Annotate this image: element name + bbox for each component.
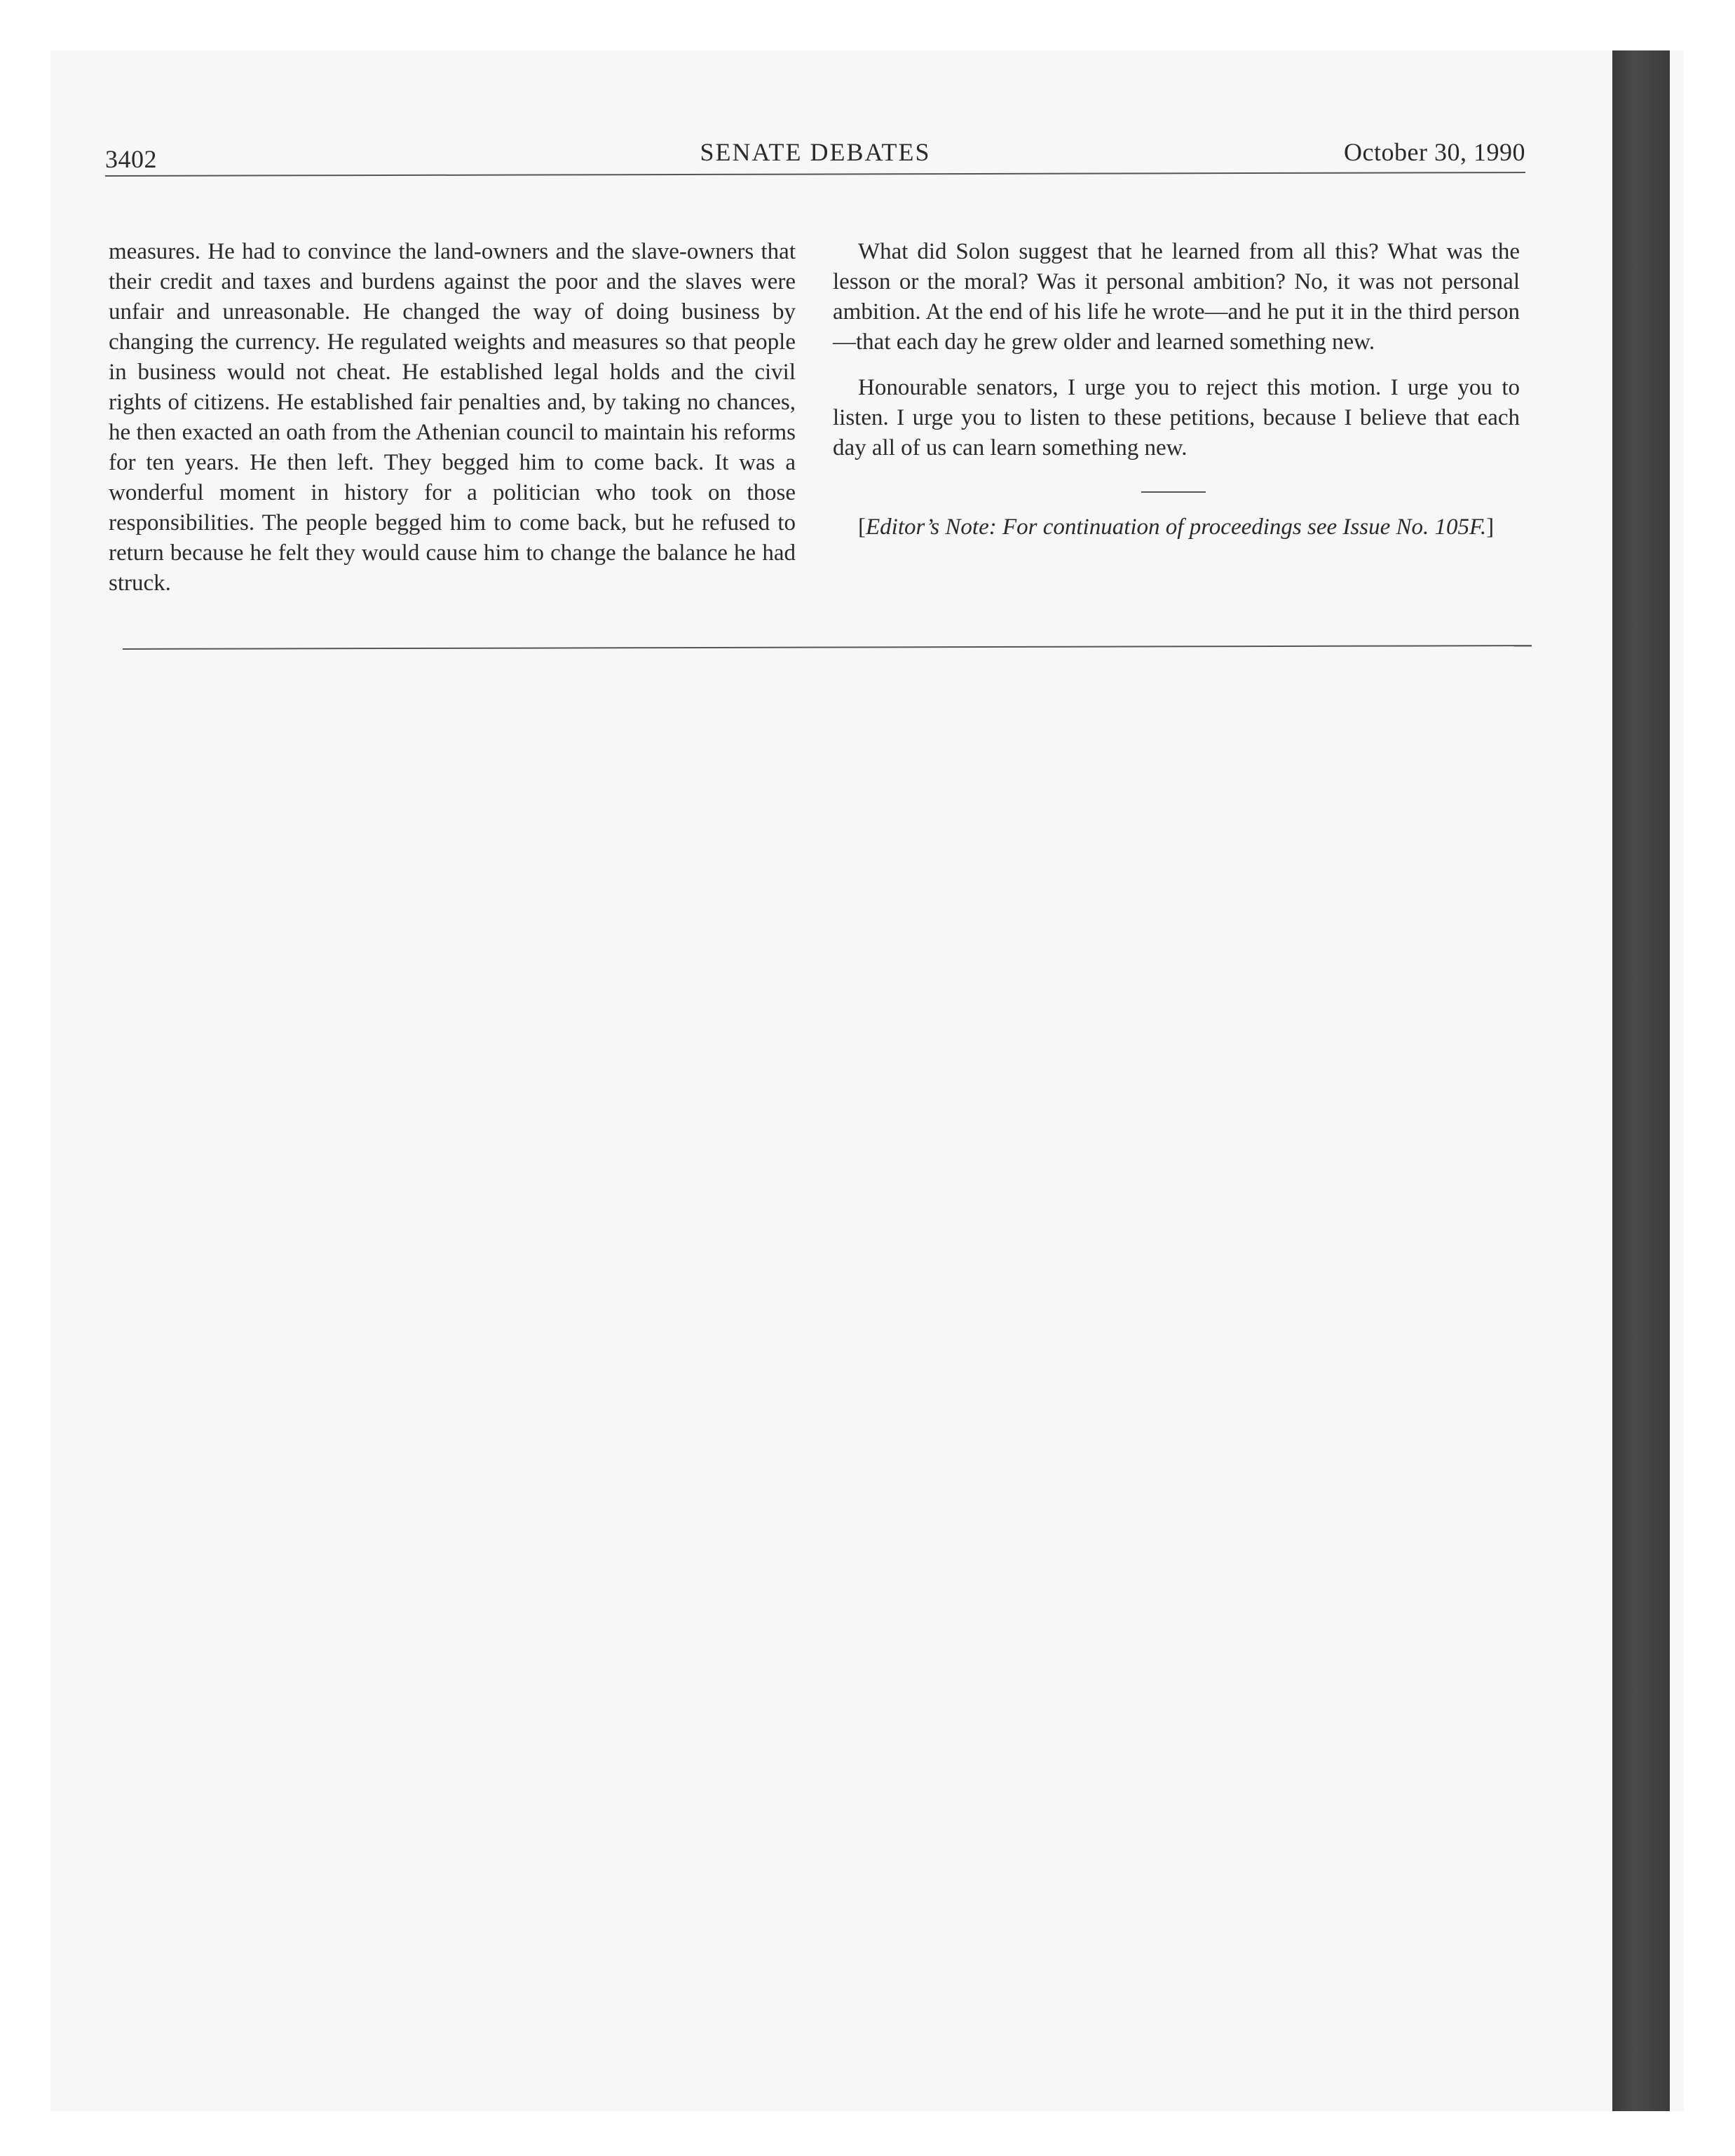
body-paragraph: What did Solon suggest that he learned from all this? What was the lesson or the moral? Was it personal ambition? No, it was not personal ambition. At the end of his life he wrote—and he put it in the third person—that each day he grew older and learned something new. (833, 239, 1520, 355)
editors-note-open-bracket: [ (858, 514, 866, 540)
page-number: 3402 (105, 145, 157, 173)
body-paragraph: measures. He had to convince the land-owners and the slave-owners that their credit and taxes and burdens against the poor and the slaves were unfair and unreasonable. He changed the way of doing business by changing the currency. He regulated weights and measures so that people in business would not cheat. He established legal holds and the civil rights of citizens. He established fair penalties and, by taking no chances, he then exacted an oath from the Athenian council to maintain his reforms for ten years. He then left. They begged him to come back. It was a wonderful moment in history for a politician who took on those responsibilities. The people begged him to come back, but he refused to return because he felt they would cause him to change the balance he had struck. (109, 239, 796, 596)
editors-note-text: Editor’s Note: For continuation of proceedings see Issue No. 105F. (866, 514, 1487, 540)
issue-date: October 30, 1990 (1344, 138, 1525, 166)
running-header (105, 137, 1525, 172)
editors-note-close-bracket: ] (1486, 514, 1495, 540)
editors-note (833, 512, 1520, 543)
scan-edge-shadow (1612, 50, 1670, 2111)
section-divider (1141, 491, 1206, 493)
publication-title: SENATE DEBATES (700, 138, 931, 166)
right-column (833, 237, 1520, 543)
left-column (109, 237, 796, 599)
body-paragraph: Honourable senators, I urge you to reject this motion. I urge you to listen. I urge you to listen to these petitions, because I believe that each day all of us can learn something new. (833, 375, 1520, 460)
